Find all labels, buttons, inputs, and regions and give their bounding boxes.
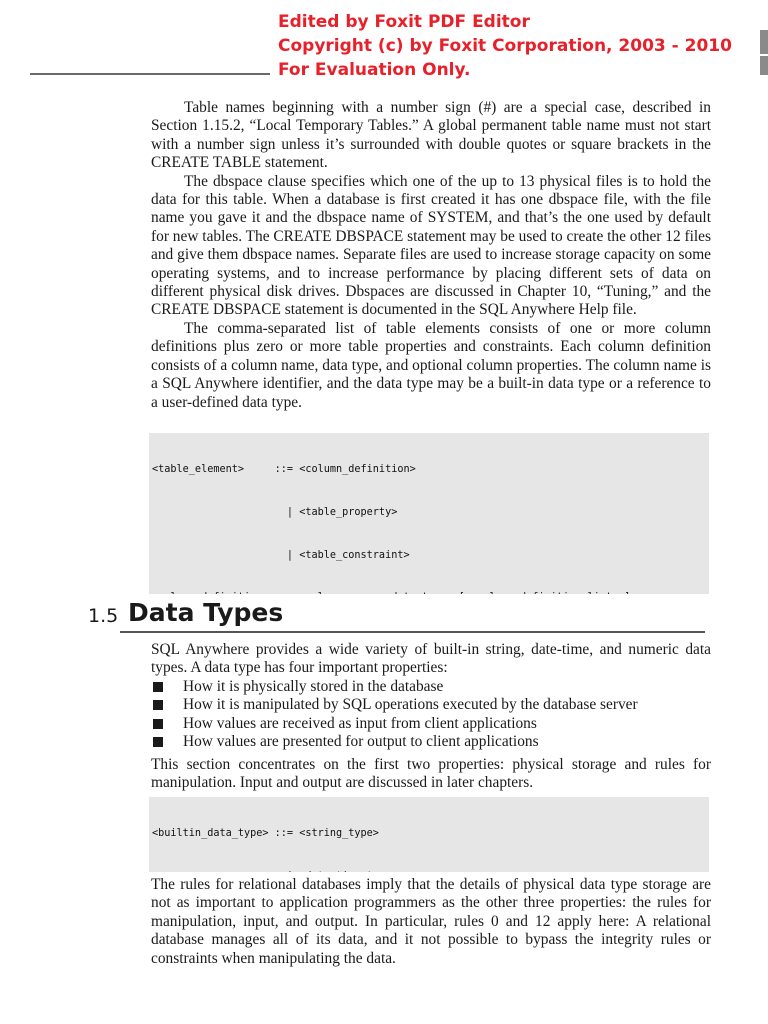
paragraph: The rules for relational databases imply that the details of physical data type storage are not as important to application programmers as the other three properties: the rules for manipulation, input, and output. In particular, rules 0 and 12 apply here: A relational database manages all of its data, and it not possible to bypass the integrity rules or constraints when manipulating the data. bbox=[151, 876, 711, 967]
list-item bbox=[151, 678, 721, 696]
code-block-table-element bbox=[149, 433, 709, 594]
code-line: <table_element> ::= <column_definition> bbox=[152, 464, 416, 476]
list-item-text: How values are presented for output to client applications bbox=[183, 733, 539, 751]
body-text-intro bbox=[151, 641, 711, 678]
body-text-middle bbox=[151, 756, 711, 793]
watermark-line: Edited by Foxit PDF Editor bbox=[278, 12, 530, 32]
list-item bbox=[151, 715, 721, 733]
paragraph: SQL Anywhere provides a wide variety of built-in string, date-time, and numeric data types. A data type has four important properties: bbox=[151, 641, 711, 677]
list-item-text: How it is physically stored in the database bbox=[183, 678, 444, 695]
bullet-square-icon bbox=[153, 719, 163, 729]
paragraph: Table names beginning with a number sign (#) are a special case, described in Section 1.15.2, “Local Temporary Tables.” A global permanent table name must not start with a number sign unless it’s surrounded with double quotes or square brackets in the CREATE TABLE statement. bbox=[151, 99, 711, 172]
code-line: | <table_constraint> bbox=[152, 549, 410, 561]
code-line: <builtin_data_type> ::= <string_type> bbox=[152, 828, 379, 840]
paragraph: This section concentrates on the first two properties: physical storage and rules for manipulation. Input and output are discussed in later chapters. bbox=[151, 756, 711, 792]
header-rule bbox=[30, 73, 270, 75]
watermark-line: For Evaluation Only. bbox=[278, 60, 471, 80]
code-block-builtin-data-type bbox=[149, 797, 709, 872]
bullet-square-icon bbox=[153, 700, 163, 710]
bullet-square-icon bbox=[153, 737, 163, 747]
list-item bbox=[151, 696, 721, 714]
evaluation-watermark bbox=[278, 10, 732, 82]
section-title: Data Types bbox=[128, 598, 284, 627]
code-line bbox=[152, 870, 709, 872]
list-item-text: How values are received as input from client applications bbox=[183, 714, 537, 732]
bullet-square-icon bbox=[153, 682, 163, 692]
list-item bbox=[151, 733, 721, 751]
list-item-text: How it is manipulated by SQL operations executed by the database server bbox=[183, 696, 638, 714]
property-list bbox=[151, 678, 721, 752]
section-number: 1.5 bbox=[88, 605, 119, 627]
paragraph: The comma-separated list of table elements consists of one or more column definitions plus zero or more table properties and constraints. Each column definition consists of a column name, data type, and optional column properties. The column name is a SQL Anywhere identifier, and the data type may be a built-in data type or a reference to a user-defined data type. bbox=[151, 319, 711, 411]
body-text-bottom bbox=[151, 876, 711, 968]
watermark-line: Copyright (c) by Foxit Corporation, 2003 - 2010 bbox=[278, 36, 732, 56]
paragraph: The dbspace clause specifies which one of the up to 13 physical files is to hold the data for this table. When a database is first created it has one dbspace file, with the file name you gave it and the dbspace name of SYSTEM, and that’s the one used by default for new tables. The CREATE DBSPACE statement may be used to create the other 12 files and give them dbspace names. Separate files are used to increase storage capacity on some operating systems, and to increase performance by placing different sets of data on different physical disk drives. Dbspaces are discussed in Chapter 10, “Tuning,” and the CREATE DBSPACE statement is documented in the SQL Anywhere Help file. bbox=[151, 172, 711, 319]
code-line bbox=[152, 591, 709, 594]
body-text-top bbox=[151, 99, 711, 412]
section-rule bbox=[120, 631, 705, 633]
header-edge-mark bbox=[760, 30, 768, 75]
code-line: | <table_property> bbox=[152, 507, 398, 518]
